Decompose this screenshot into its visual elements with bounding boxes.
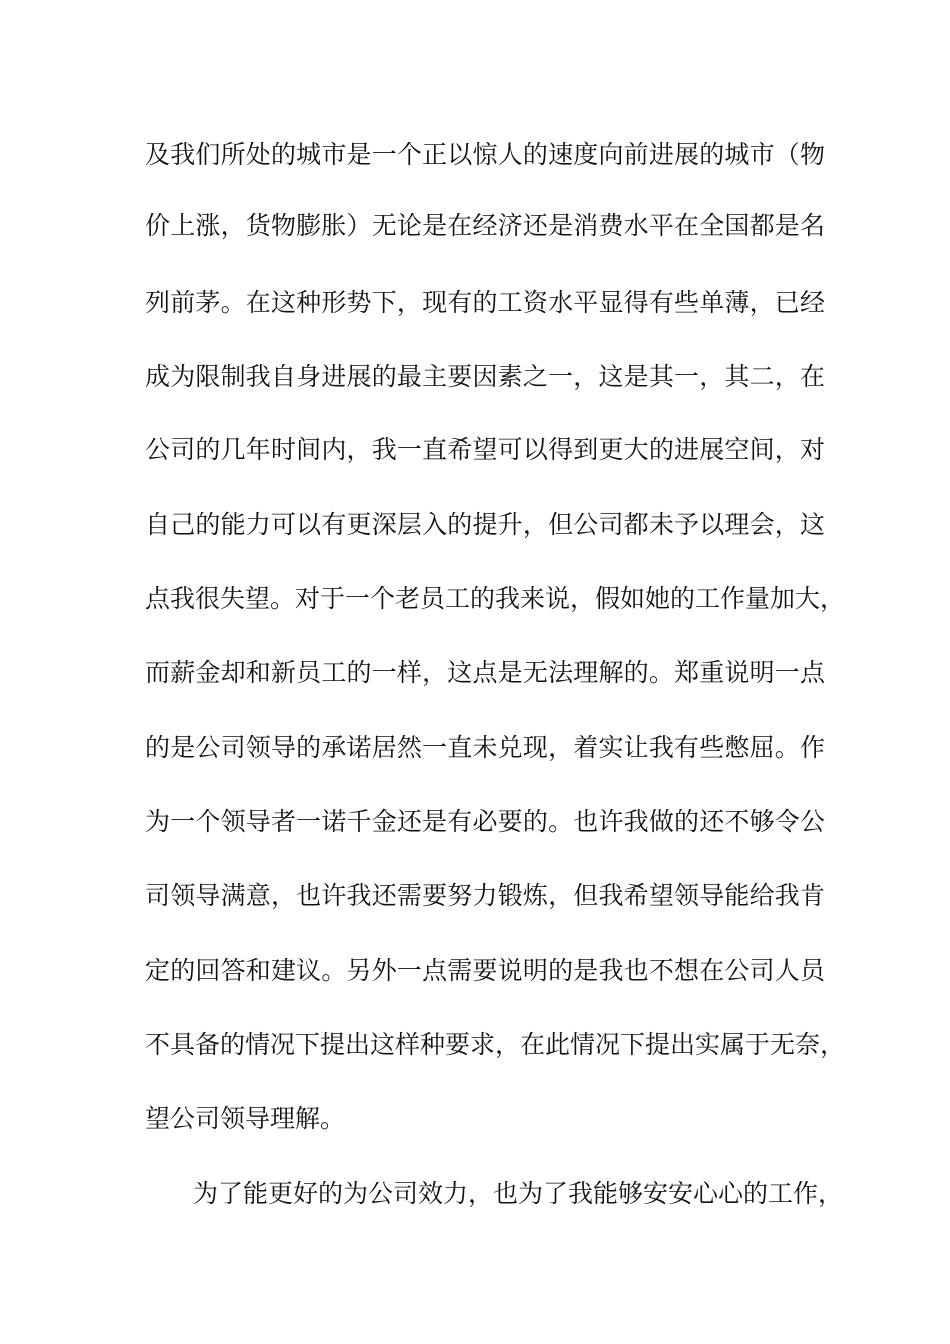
paragraph-line: 成为限制我自身进展的最主要因素之一，这是其一，其二，在 [145, 362, 825, 391]
paragraph-line: 不具备的情况下提出这样种要求，在此情况下提出实属于无奈， [145, 1030, 846, 1059]
paragraph-line: 定的回答和建议。另外一点需要说明的是我也不想在公司人员 [145, 956, 825, 985]
paragraph-line: 而薪金却和新员工的一样，这点是无法理解的。郑重说明一点 [145, 658, 825, 687]
paragraph-line: 价上涨，货物膨胀）无论是在经济还是消费水平在全国都是名 [145, 211, 825, 240]
paragraph-line: 点我很失望。对于一个老员工的我来说，假如她的工作量加大， [145, 584, 846, 613]
paragraph-line: 司领导满意，也许我还需要努力锻炼，但我希望领导能给我肯 [145, 881, 825, 910]
paragraph-line: 自己的能力可以有更深层入的提升，但公司都未予以理会，这 [145, 510, 825, 539]
paragraph-line: 为一个领导者一诺千金还是有必要的。也许我做的还不够令公 [145, 807, 825, 836]
paragraph-line: 公司的几年时间内，我一直希望可以得到更大的进展空间，对 [145, 435, 825, 464]
paragraph-line: 为了能更好的为公司效力，也为了我能够安安心心的工作， [193, 1179, 844, 1208]
paragraph-line: 列前茅。在这种形势下，现有的工资水平显得有些单薄，已经 [145, 288, 825, 317]
paragraph-line: 及我们所处的城市是一个正以惊人的速度向前进展的城市（物 [145, 140, 825, 169]
paragraph-line: 的是公司领导的承诺居然一直未兑现，着实让我有些憋屈。作 [145, 733, 825, 762]
paragraph-line: 望公司领导理解。 [145, 1104, 346, 1133]
